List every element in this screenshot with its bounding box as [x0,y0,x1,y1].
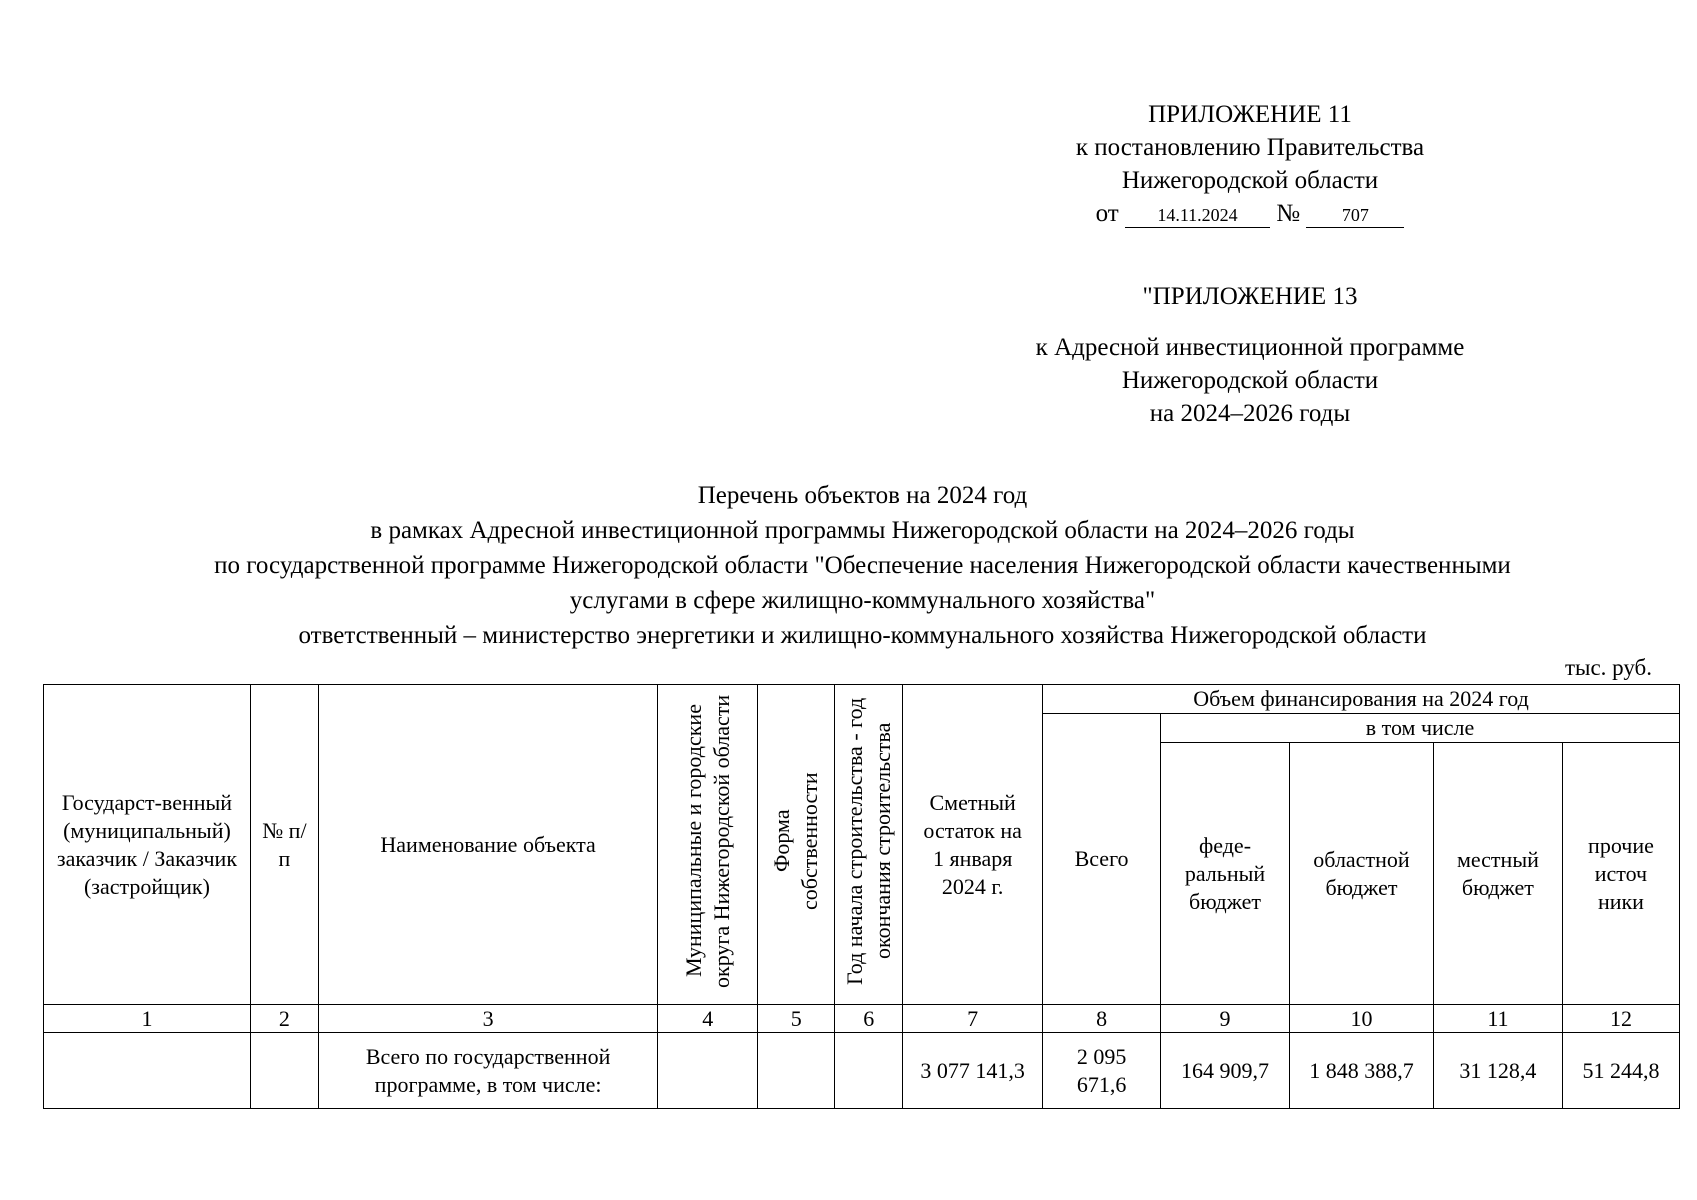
cell-local: 31 128,4 [1433,1033,1562,1109]
cell-federal: 164 909,7 [1161,1033,1290,1109]
header-years-text: Год начала строительства - год окончания строительства [841,697,895,985]
header-ownership [758,685,835,1005]
heading-line5: ответственный – министерство энергетики и жилищно-коммунального хозяйства Нижегородской области [298,622,1427,649]
resolution-number: 707 [1306,203,1404,228]
cell-customer [44,1033,251,1109]
column-number: 8 [1043,1005,1161,1033]
cell-other: 51 244,8 [1562,1033,1679,1109]
header-local: местный бюджет [1433,743,1562,1005]
column-number: 6 [835,1005,903,1033]
appendix-13-line2: Нижегородской области [1121,367,1379,394]
header-regional: областной бюджет [1289,743,1433,1005]
number-sign: № [1276,200,1301,227]
header-financing: Объем финансирования на 2024 год [1043,685,1680,714]
header-other: прочие источ ники [1562,743,1679,1005]
header-federal: феде-ральный бюджет [1161,743,1290,1005]
cell-object-name: Всего по государственной программе, в том числе: [318,1033,658,1109]
header-number: № п/п [250,685,318,1005]
objects-table [43,684,1680,1109]
cell-district [658,1033,758,1109]
heading-line2: в рамках Адресной инвестиционной программы Нижегородской области на 2024–2026 годы [370,517,1355,544]
header-including: в том числе [1161,714,1680,743]
column-number: 5 [758,1005,835,1033]
appendix-13-block [960,280,1540,430]
column-number: 4 [658,1005,758,1033]
cell-estimate: 3 077 141,3 [903,1033,1043,1109]
resolution-date-row [960,197,1540,230]
column-number: 10 [1289,1005,1433,1033]
header-object-name: Наименование объекта [318,685,658,1005]
cell-total: 2 095 671,6 [1043,1033,1161,1109]
column-number: 9 [1161,1005,1290,1033]
heading-line3: по государственной программе Нижегородской области "Обеспечение населения Нижегородской области качественными [214,552,1511,579]
heading-line4: услугами в сфере жилищно-коммунального хозяйства" [569,587,1156,614]
header-customer: Государст-венный (муниципальный) заказчик / Заказчик (застройщик) [44,685,251,1005]
cell-number [250,1033,318,1109]
column-number: 2 [250,1005,318,1033]
appendix-13-title: "ПРИЛОЖЕНИЕ 13 [1142,283,1358,310]
resolution-date: 14.11.2024 [1125,203,1270,228]
column-number: 7 [903,1005,1043,1033]
column-number: 12 [1562,1005,1679,1033]
appendix-11-line2: Нижегородской области [1121,167,1379,194]
appendix-11-line1: к постановлению Правительства [1075,134,1425,161]
column-number: 3 [318,1005,658,1033]
table-row-total [44,1033,1680,1109]
column-number: 11 [1433,1005,1562,1033]
header-districts [658,685,758,1005]
column-number-row [44,1005,1680,1033]
header-districts-text: Муниципальные и городские округа Нижегородской области [680,694,734,988]
units-label: тыс. руб. [1564,655,1652,680]
appendix-11-block [960,98,1540,230]
header-ownership-text: Форма собственности [769,772,823,910]
header-years [835,685,903,1005]
appendix-13-line3: на 2024–2026 годы [1149,400,1351,427]
cell-regional: 1 848 388,7 [1289,1033,1433,1109]
date-prefix: от [1095,200,1119,227]
appendix-11-title: ПРИЛОЖЕНИЕ 11 [1148,101,1352,128]
heading-line1: Перечень объектов на 2024 год [697,482,1028,509]
header-estimate: Сметный остаток на 1 января 2024 г. [903,685,1043,1005]
header-total: Всего [1043,714,1161,1005]
appendix-13-line1: к Адресной инвестиционной программе [1035,334,1465,361]
cell-ownership [758,1033,835,1109]
cell-years [835,1033,903,1109]
document-heading [90,478,1635,653]
column-number: 1 [44,1005,251,1033]
